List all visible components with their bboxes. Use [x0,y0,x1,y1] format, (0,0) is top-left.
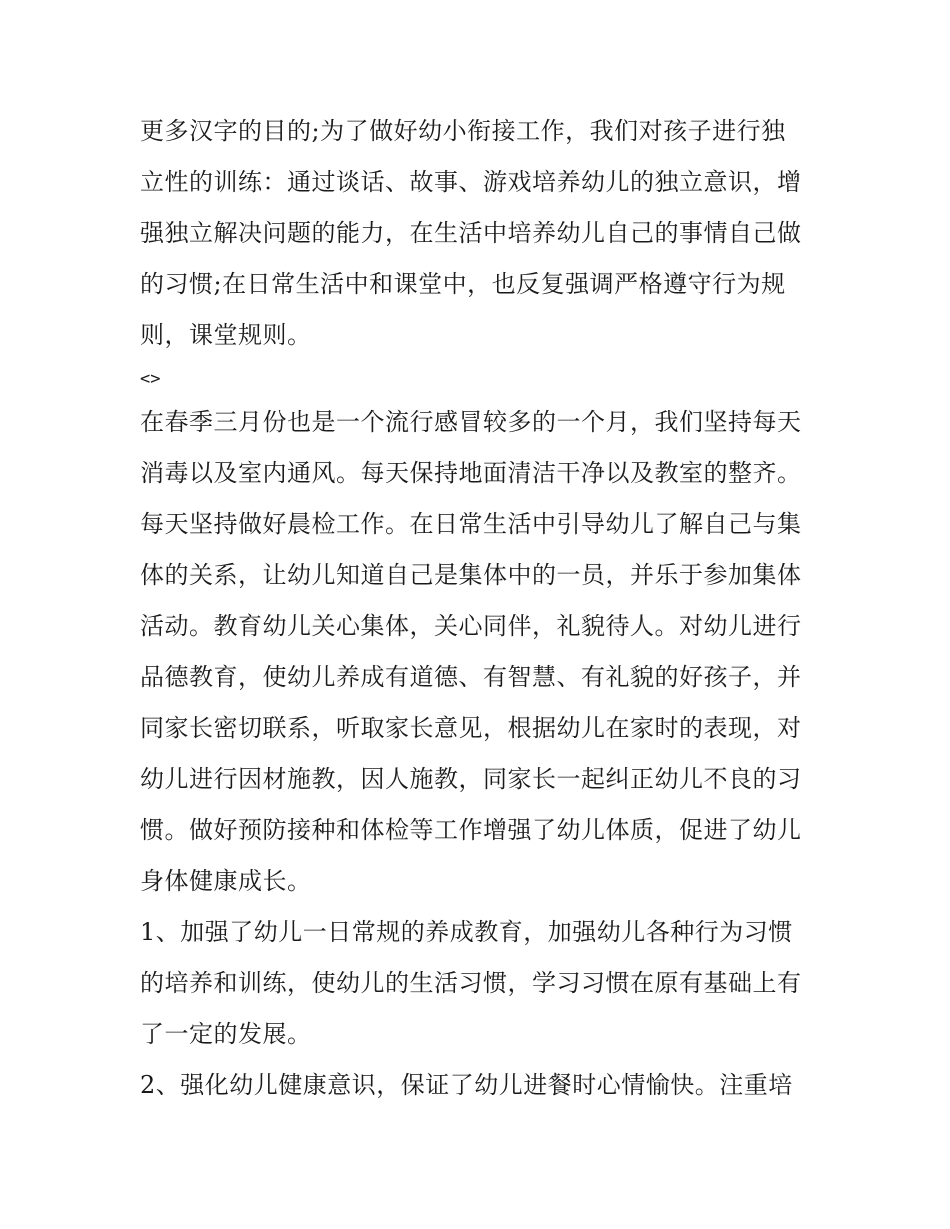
text-line: 的习惯;在日常生活中和课堂中，也反复强调严格遵守行为规 [140,270,786,298]
text-line: 在春季三月份也是一个流行感冒较多的一个月，我们坚持每天 [140,408,802,436]
text-line: 身体健康成长。 [140,867,312,895]
text-line: 更多汉字的目的;为了做好幼小衔接工作，我们对孩子进行独 [140,117,786,145]
text-line: 幼儿进行因材施教，因人施教，同家长一起纠正幼儿不良的习 [140,765,802,793]
document-body [140,106,820,1111]
text-line: 1、加强了幼儿一日常规的养成教育，加强幼儿各种行为习惯 [140,918,793,946]
text-line: 则，课堂规则。 [140,321,312,349]
text-line: 消毒以及室内通风。每天保持地面清洁干净以及教室的整齐。 [140,459,802,487]
paragraph-1 [140,106,820,361]
text-line: 强独立解决问题的能力，在生活中培养幼儿自己的事情自己做 [140,219,802,247]
text-line: 活动。教育幼儿关心集体，关心同伴，礼貌待人。对幼儿进行 [140,612,802,640]
list-item-2 [140,1060,820,1111]
text-line: 体的关系，让幼儿知道自己是集体中的一员，并乐于参加集体 [140,561,802,589]
text-line: 每天坚持做好晨检工作。在日常生活中引导幼儿了解自己与集 [140,510,802,538]
text-line: 了一定的发展。 [140,1020,312,1048]
text-line: 同家长密切联系，听取家长意见，根据幼儿在家时的表现，对 [140,714,802,742]
text-line: 惯。做好预防接种和体检等工作增强了幼儿体质，促进了幼儿 [140,816,802,844]
text-line: 的培养和训练，使幼儿的生活习惯，学习习惯在原有基础上有 [140,969,802,997]
paragraph-2 [140,397,820,907]
section-marker: <> [140,369,161,389]
text-line: 2、强化幼儿健康意识，保证了幼儿进餐时心情愉快。注重培 [140,1071,793,1099]
list-item-1 [140,907,820,1060]
text-line: 品德教育，使幼儿养成有道德、有智慧、有礼貌的好孩子，并 [140,663,802,691]
text-line: 立性的训练：通过谈话、故事、游戏培养幼儿的独立意识，增 [140,168,802,196]
